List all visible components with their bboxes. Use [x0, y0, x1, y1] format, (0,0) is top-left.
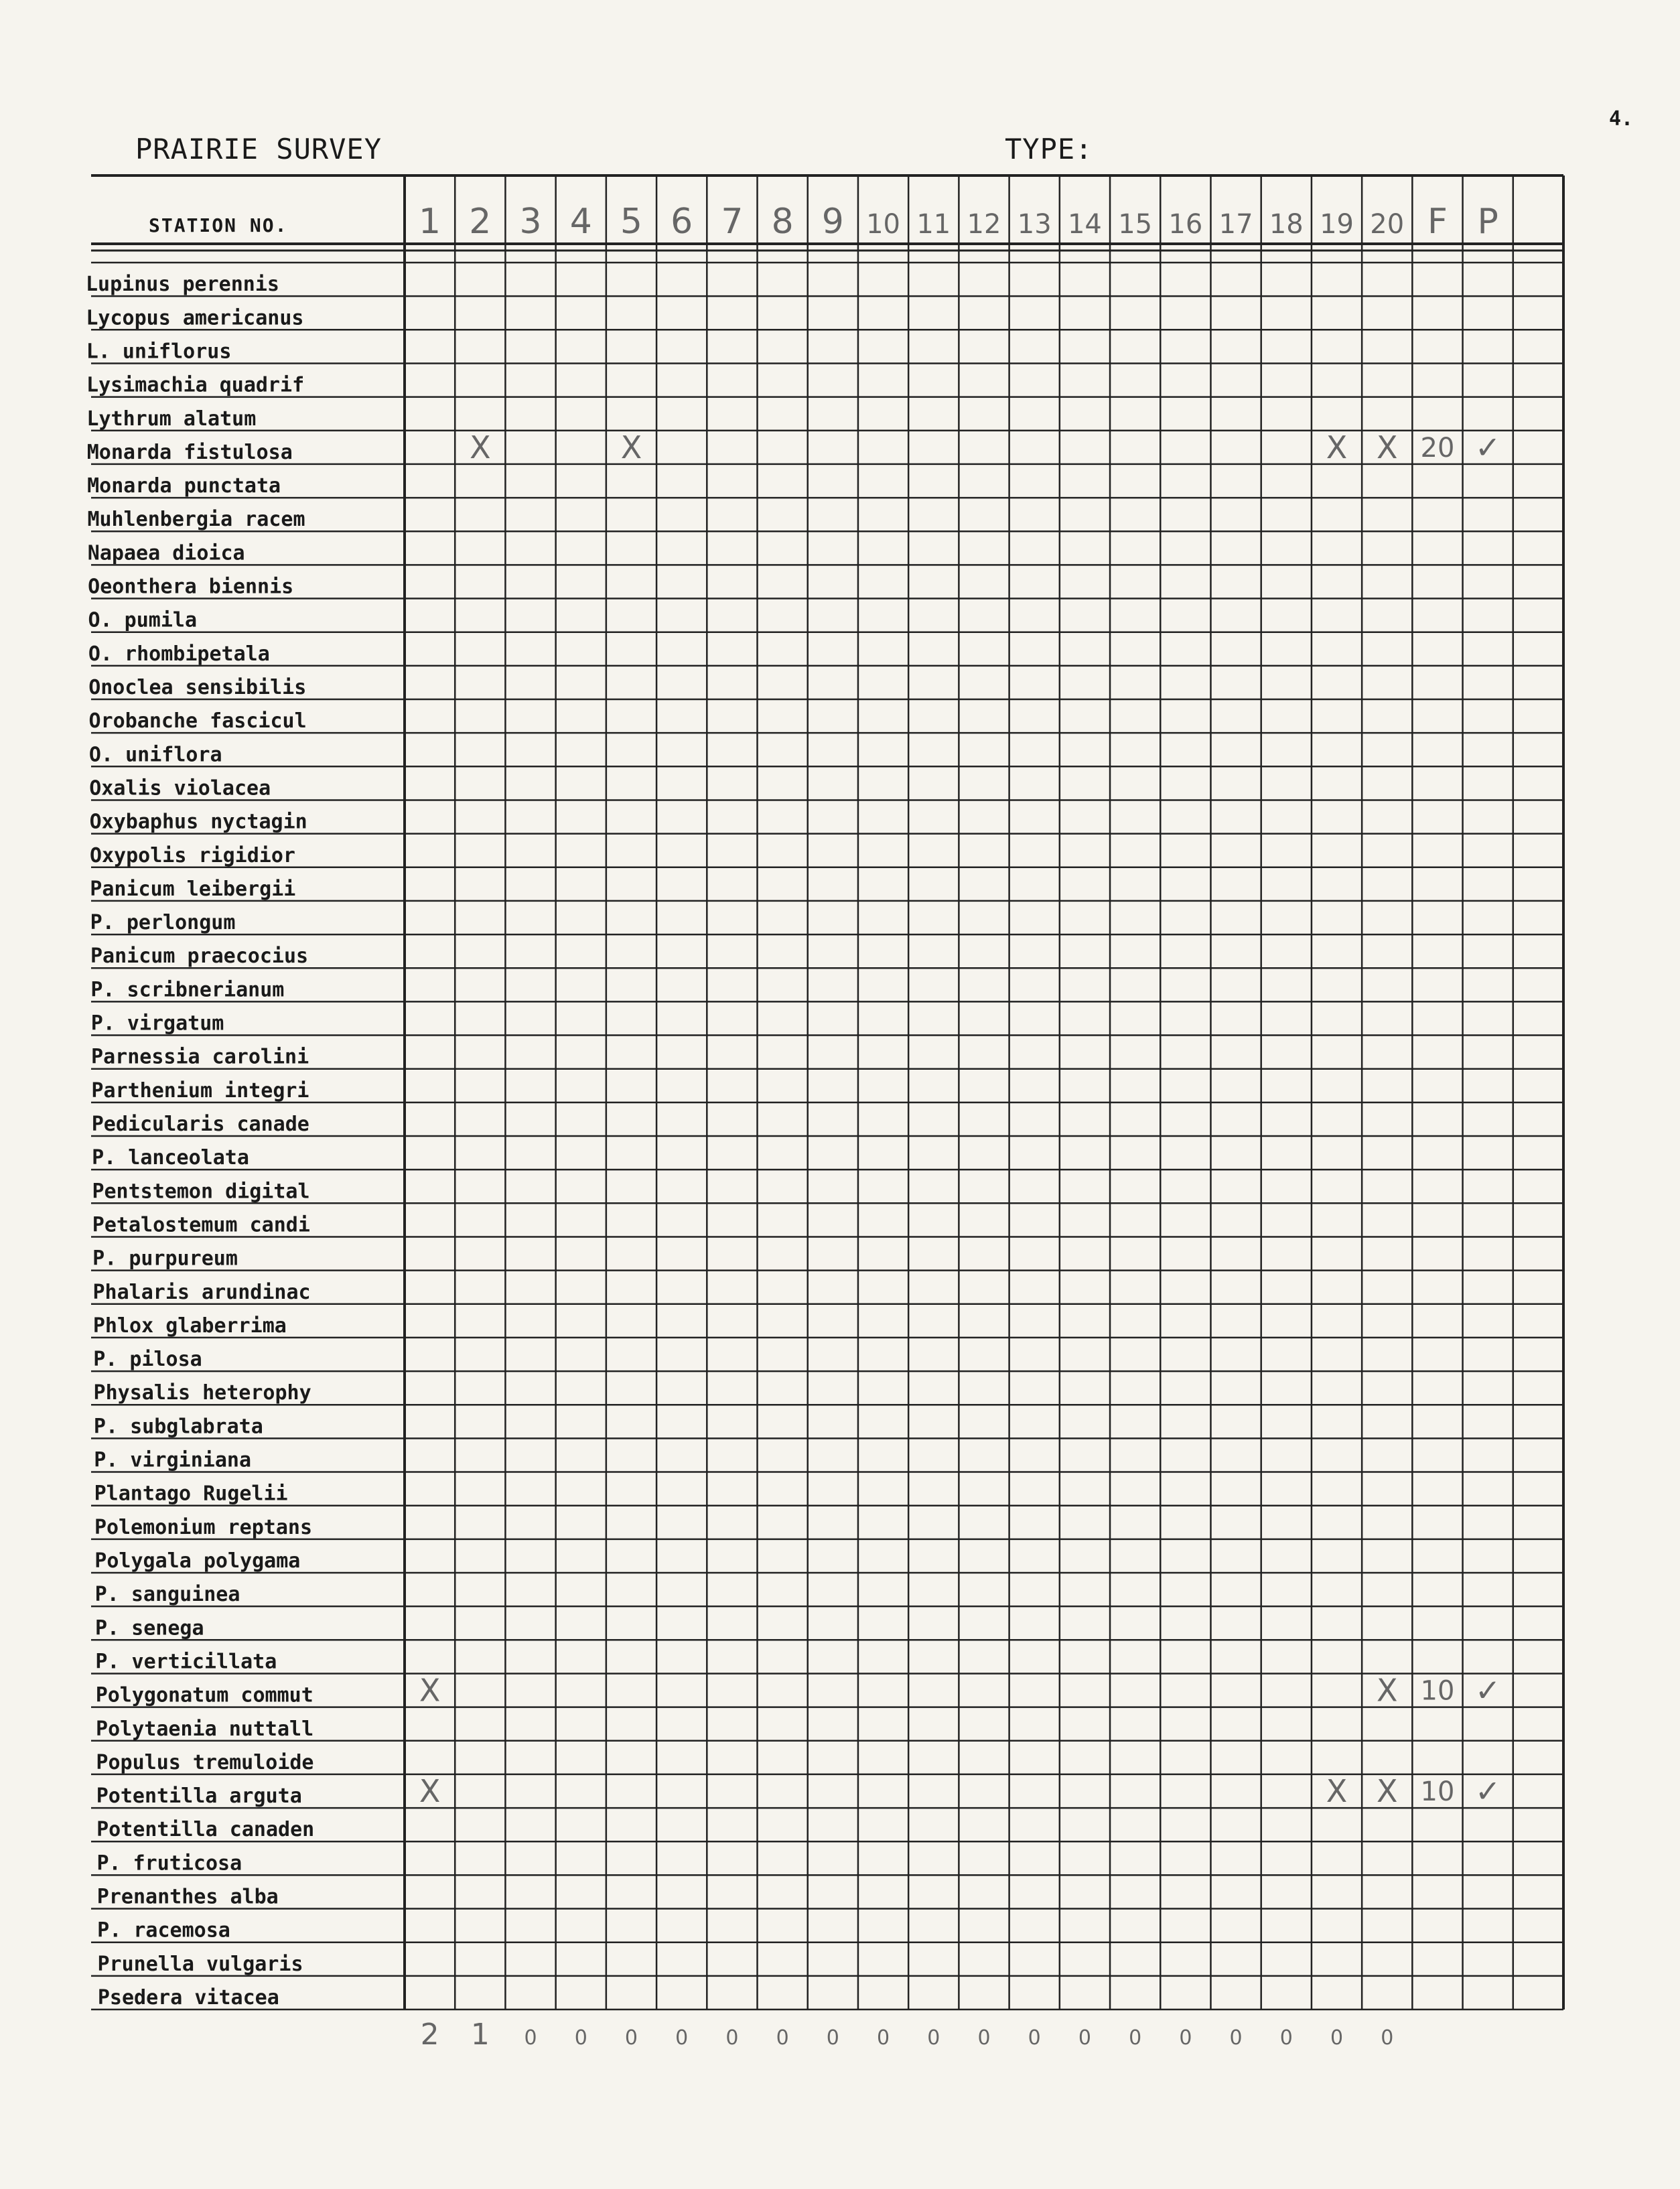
column-header: 8 — [771, 202, 794, 242]
survey-mark: ✓ — [1474, 429, 1501, 466]
survey-mark: X — [620, 429, 642, 466]
species-name: O. pumila — [88, 608, 198, 632]
column-header: F — [1427, 202, 1448, 242]
species-name: Polytaenia nuttall — [96, 1717, 314, 1741]
column-header: 13 — [1017, 209, 1052, 240]
species-name: Psedera vitacea — [97, 1986, 279, 2009]
species-name: Oxypolis rigidior — [89, 843, 295, 867]
header-row — [149, 214, 287, 236]
species-name: Oeonthera biennis — [88, 575, 294, 599]
column-header: 7 — [721, 202, 744, 242]
species-name: Plantago Rugelii — [94, 1482, 288, 1506]
species-name: P. fruticosa — [96, 1851, 242, 1876]
column-totals — [421, 2018, 1394, 2052]
column-header: 5 — [620, 202, 643, 242]
column-total: 0 — [877, 2026, 890, 2050]
column-header: 15 — [1118, 209, 1153, 240]
handwritten-marks — [419, 429, 1501, 1809]
species-name: P. perlongum — [90, 911, 236, 935]
species-name: P. virginiana — [94, 1448, 252, 1472]
column-header: 4 — [569, 202, 592, 242]
species-name: Potentilla canaden — [96, 1818, 315, 1842]
survey-mark: X — [470, 429, 491, 466]
species-name: Oxybaphus nyctagin — [89, 810, 307, 834]
species-name: Phlox glaberrima — [92, 1314, 287, 1338]
type-label: TYPE: — [1005, 133, 1093, 165]
column-total: 0 — [1330, 2026, 1344, 2050]
column-total: 0 — [977, 2026, 991, 2050]
species-name: P. sanguinea — [94, 1583, 240, 1607]
species-name: Polygala polygama — [94, 1549, 301, 1573]
column-total: 0 — [624, 2026, 638, 2050]
survey-mark: 20 — [1420, 432, 1455, 464]
species-name: O. rhombipetala — [88, 642, 270, 666]
species-name: Prunella vulgaris — [97, 1952, 303, 1976]
species-name: P. subglabrata — [93, 1415, 263, 1439]
column-total: 0 — [675, 2026, 689, 2050]
column-total: 0 — [1129, 2026, 1142, 2050]
species-name: Muhlenbergia racem — [87, 508, 305, 532]
species-name: P. verticillata — [95, 1650, 277, 1674]
species-name: Oxalis violacea — [89, 776, 271, 800]
column-header: 6 — [671, 202, 693, 242]
species-name: Phalaris arundinac — [92, 1280, 311, 1304]
species-name: Monarda fistulosa — [86, 440, 293, 464]
column-total: 0 — [927, 2026, 940, 2050]
page-number: 4. — [1609, 107, 1634, 131]
species-name: P. scribnerianum — [90, 978, 285, 1002]
species-name: Physalis heterophy — [93, 1381, 311, 1405]
column-total: 0 — [1229, 2026, 1243, 2050]
survey-mark: 10 — [1420, 1776, 1455, 1807]
species-name: O. uniflora — [88, 743, 222, 767]
species-name: P. purpureum — [92, 1247, 238, 1271]
species-name: P. virgatum — [90, 1011, 224, 1036]
species-list — [86, 273, 314, 2009]
column-total: 1 — [470, 2018, 490, 2052]
column-header: 16 — [1168, 209, 1203, 240]
species-name: Petalostemum candi — [92, 1213, 310, 1237]
species-name: L. uniflorus — [86, 340, 232, 364]
survey-mark: ✓ — [1474, 1773, 1501, 1809]
species-name: P. lanceolata — [92, 1146, 249, 1170]
survey-mark: X — [419, 1773, 441, 1809]
survey-mark: X — [1376, 1672, 1398, 1709]
station-no-label: STATION NO. — [149, 214, 288, 236]
column-total: 0 — [524, 2026, 537, 2050]
survey-mark: X — [1326, 429, 1348, 466]
column-total: 0 — [1279, 2026, 1293, 2050]
column-header: 2 — [469, 202, 492, 242]
column-header: 19 — [1320, 209, 1354, 240]
species-name: Potentilla arguta — [96, 1784, 302, 1809]
column-header: 20 — [1370, 209, 1405, 240]
species-name: Lupinus perennis — [86, 273, 279, 297]
column-total: 0 — [725, 2026, 739, 2050]
column-header: 18 — [1269, 209, 1304, 240]
survey-mark: X — [1376, 429, 1398, 466]
species-name: Polygonatum commut — [95, 1683, 313, 1707]
column-header: P — [1477, 202, 1498, 242]
column-header: 9 — [821, 202, 844, 242]
species-name: Pentstemon digital — [92, 1180, 310, 1204]
species-name: P. racemosa — [97, 1918, 230, 1943]
species-name: Parthenium integri — [91, 1078, 309, 1103]
survey-mark: ✓ — [1474, 1672, 1501, 1709]
column-total: 0 — [574, 2026, 587, 2050]
survey-mark: X — [1326, 1773, 1348, 1809]
species-name: Polemonium reptans — [94, 1515, 313, 1539]
species-name: Onoclea sensibilis — [88, 676, 307, 699]
species-name: Monarda punctata — [87, 474, 281, 498]
species-name: Prenanthes alba — [96, 1885, 279, 1909]
column-header: 12 — [967, 209, 1001, 240]
column-total: 0 — [1179, 2026, 1192, 2050]
species-name: P. senega — [95, 1616, 204, 1640]
species-name: Panicum praecocius — [90, 944, 309, 969]
column-total: 0 — [1381, 2026, 1394, 2050]
species-name: Panicum leibergii — [90, 877, 296, 901]
column-header: 17 — [1218, 209, 1253, 240]
column-header: 10 — [866, 209, 901, 240]
species-name: Napaea dioica — [87, 541, 245, 565]
column-total: 0 — [826, 2026, 839, 2050]
species-name: Lysimachia quadrif — [86, 373, 305, 397]
species-name: Orobanche fascicul — [88, 709, 307, 733]
survey-mark: X — [419, 1672, 441, 1709]
survey-mark: 10 — [1420, 1675, 1455, 1707]
species-name: Parnessia carolini — [91, 1045, 309, 1069]
column-total: 0 — [1028, 2026, 1041, 2050]
survey-title: PRAIRIE SURVEY — [135, 133, 382, 165]
survey-mark: X — [1376, 1773, 1398, 1809]
column-header: 14 — [1067, 209, 1102, 240]
species-name: Lycopus americanus — [86, 306, 304, 330]
column-header: 1 — [419, 202, 441, 242]
species-name: Populus tremuloide — [96, 1750, 314, 1774]
species-name: Lythrum alatum — [86, 407, 257, 431]
column-total: 0 — [1078, 2026, 1091, 2050]
column-total: 2 — [420, 2018, 439, 2052]
column-header: 11 — [916, 209, 951, 240]
species-name: P. pilosa — [93, 1348, 202, 1372]
column-header: 3 — [519, 202, 542, 242]
species-name: Pedicularis canade — [91, 1113, 309, 1136]
column-total: 0 — [776, 2026, 789, 2050]
